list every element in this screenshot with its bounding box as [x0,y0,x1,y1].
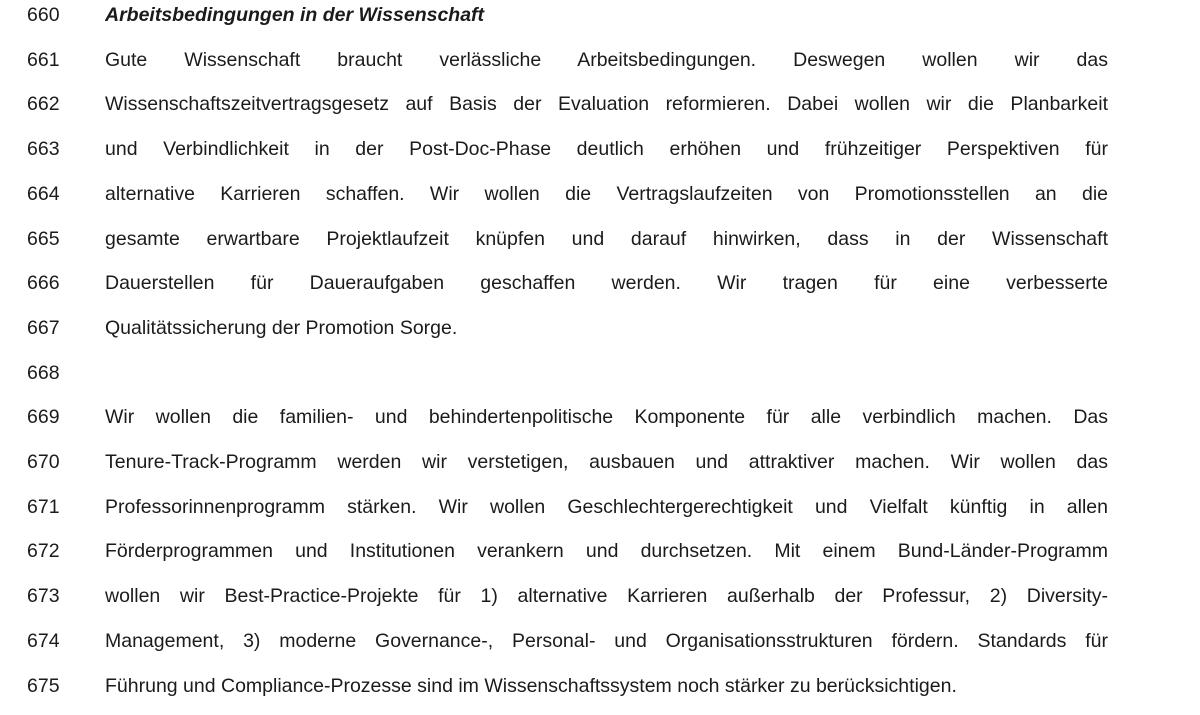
document-line [0,134,1200,178]
line-number: 660 [27,4,60,26]
document-line [0,402,1200,446]
document-line [0,268,1200,312]
line-number: 670 [27,451,60,473]
line-text: Wissenschaftszeitvertragsgesetz auf Basis der Evaluation reformieren. Dabei wollen wir die Planbarkeit [105,93,1108,116]
line-number: 674 [27,629,60,652]
line-number: 663 [27,138,60,161]
document-line [0,536,1200,580]
line-text: wollen wir Best-Practice-Projekte für 1) alternative Karrieren außerhalb der Professur, 2) Diversity- [105,585,1108,608]
line-number: 669 [27,406,60,429]
line-number: 668 [27,361,60,384]
line-number: 675 [27,674,60,697]
line-number: 661 [27,48,60,71]
line-text: und Verbindlichkeit in der Post-Doc-Phase deutlich erhöhen und frühzeitiger Perspektiven für [105,138,1108,161]
line-text: gesamte erwartbare Projektlaufzeit knüpfen und darauf hinwirken, dass in der Wissenschaft [105,227,1108,250]
line-text: Professorinnenprogramm stärken. Wir wollen Geschlechtergerechtigkeit und Vielfalt künftig in allen [105,495,1108,518]
line-number: 671 [27,495,60,518]
document-line [0,671,1200,715]
line-number: 667 [27,316,60,339]
document-line-heading [0,0,1200,44]
line-text: Qualitätssicherung der Promotion Sorge. [105,316,458,339]
line-text: Führung und Compliance-Prozesse sind im Wissenschaftssystem noch stärker zu berücksichtigen. [105,674,957,697]
line-text: Wir wollen die familien- und behindertenpolitische Komponente für alle verbindlich machen. Das [105,406,1108,429]
document-line [0,626,1200,670]
document-line [0,313,1200,357]
line-text: Management, 3) moderne Governance-, Personal- und Organisationsstrukturen fördern. Standards für [105,629,1108,652]
document-line [0,89,1200,133]
document-line [0,179,1200,223]
line-number: 672 [27,540,60,563]
section-heading: Arbeitsbedingungen in der Wissenschaft [105,4,485,26]
document-line-empty [0,358,1200,402]
line-number: 664 [27,182,60,205]
line-number: 662 [27,93,60,116]
document-line [0,492,1200,536]
document-line [0,45,1200,89]
line-text: Gute Wissenschaft braucht verlässliche Arbeitsbedingungen. Deswegen wollen wir das [105,48,1108,71]
line-number: 673 [27,585,60,608]
line-text: Förderprogrammen und Institutionen verankern und durchsetzen. Mit einem Bund-Länder-Programm [105,540,1108,563]
line-text: alternative Karrieren schaffen. Wir wollen die Vertragslaufzeiten von Promotionsstellen an die [105,182,1108,205]
document-line [0,581,1200,625]
document-line [0,447,1200,491]
line-number: 666 [27,272,60,295]
line-number: 665 [27,227,60,250]
line-text: Tenure-Track-Programm werden wir verstetigen, ausbauen und attraktiver machen. Wir wollen das [105,451,1108,473]
document-line [0,224,1200,268]
line-text: Dauerstellen für Daueraufgaben geschaffen werden. Wir tragen für eine verbesserte [105,272,1108,295]
